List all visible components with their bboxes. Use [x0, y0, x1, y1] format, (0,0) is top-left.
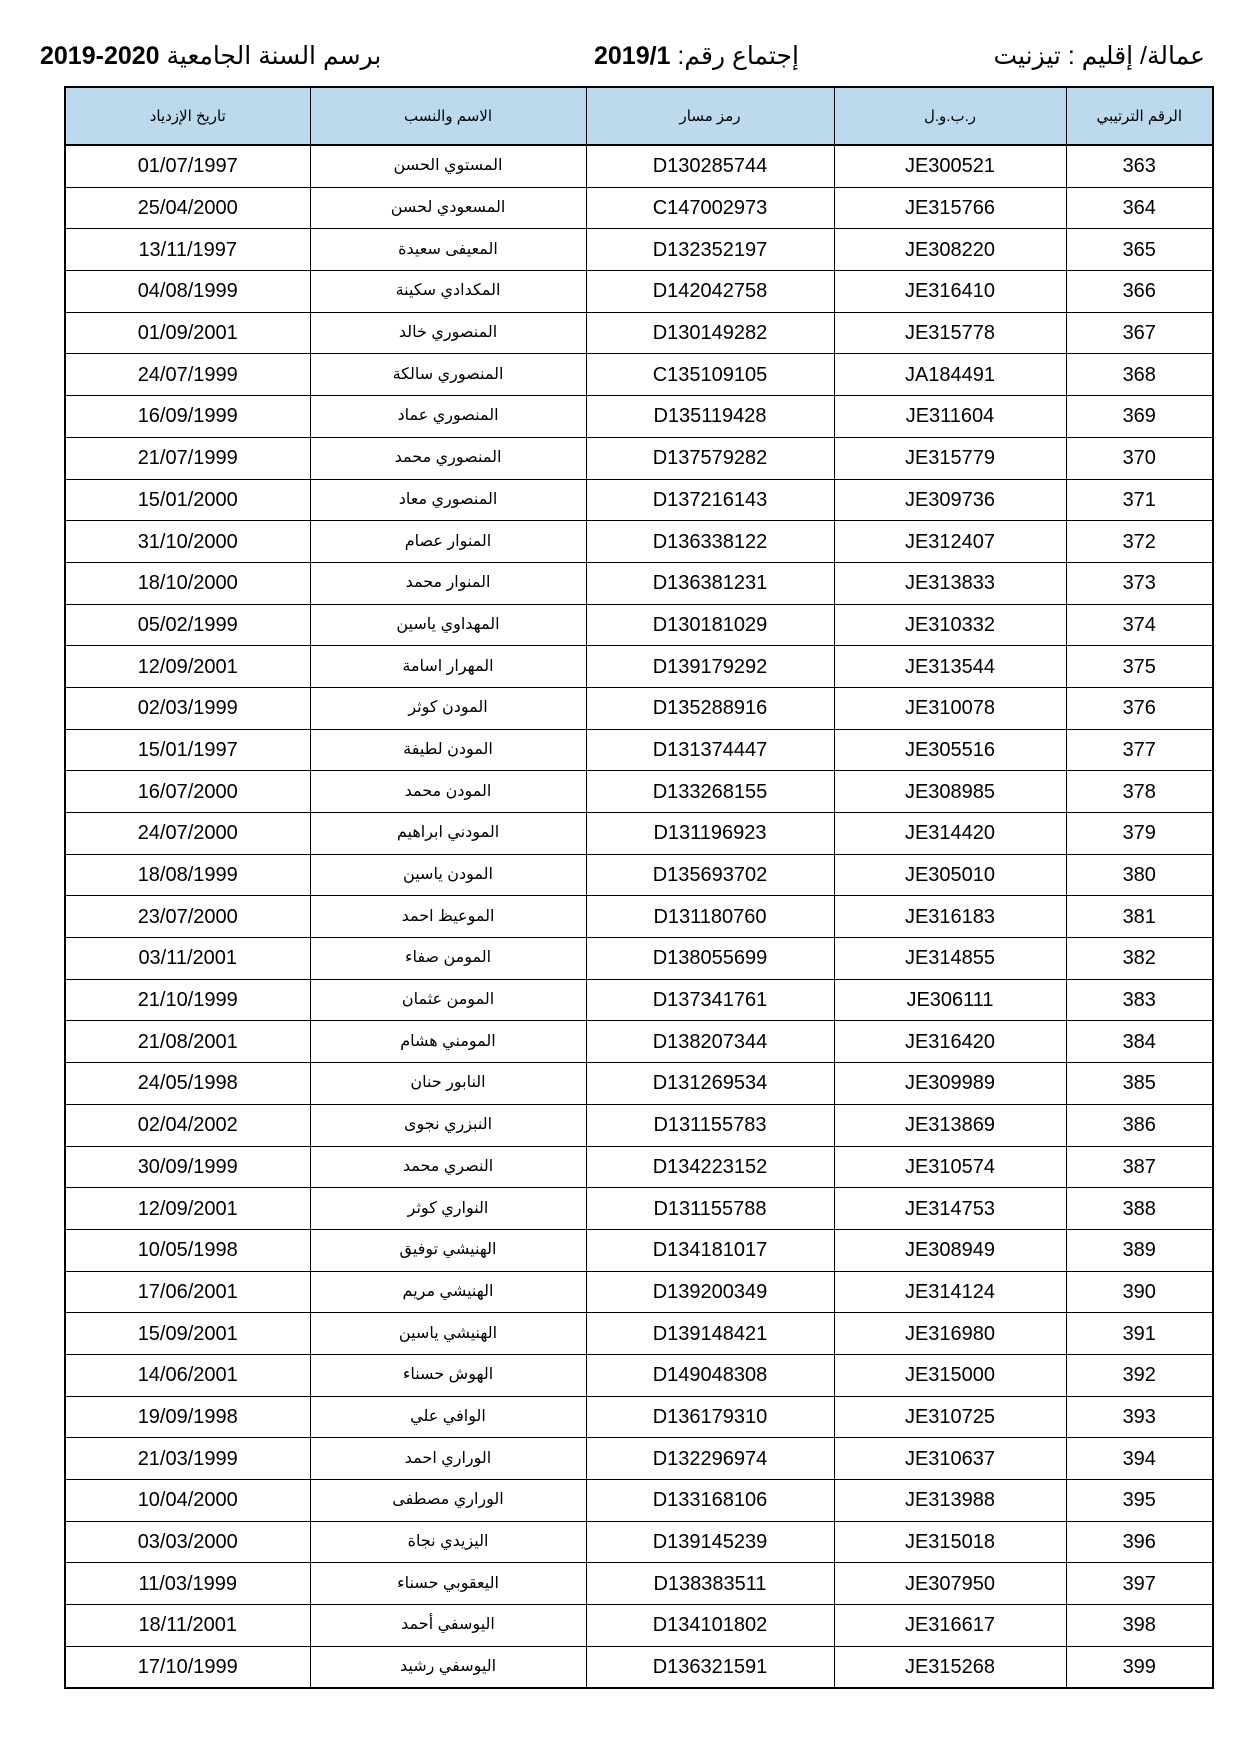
column-header-seq-number: الرقم الترتيبي [1066, 87, 1213, 145]
table-row [65, 271, 1213, 313]
cell-massar-code: D137341761 [586, 979, 834, 1021]
cell-birth-date: 19/09/1998 [65, 1396, 310, 1438]
cell-rbol: JE316410 [834, 271, 1066, 313]
table-row [65, 1021, 1213, 1063]
cell-full-name: الموعيظ احمد [310, 896, 586, 938]
cell-full-name: المنصوري محمد [310, 437, 586, 479]
cell-full-name: المومني هشام [310, 1021, 586, 1063]
cell-rbol: JE316980 [834, 1313, 1066, 1355]
cell-massar-code: D134223152 [586, 1146, 834, 1188]
cell-birth-date: 01/07/1997 [65, 145, 310, 187]
cell-birth-date: 01/09/2001 [65, 312, 310, 354]
cell-seq-number: 384 [1066, 1021, 1213, 1063]
cell-seq-number: 365 [1066, 229, 1213, 271]
cell-rbol: JE316183 [834, 896, 1066, 938]
cell-massar-code: D130149282 [586, 312, 834, 354]
cell-full-name: النابور حنان [310, 1063, 586, 1105]
cell-massar-code: D139200349 [586, 1271, 834, 1313]
cell-massar-code: D138055699 [586, 938, 834, 980]
cell-massar-code: D136179310 [586, 1396, 834, 1438]
cell-massar-code: D134101802 [586, 1605, 834, 1647]
cell-full-name: الهنيشي مريم [310, 1271, 586, 1313]
cell-rbol: JE310574 [834, 1146, 1066, 1188]
cell-full-name: المودن كوثر [310, 687, 586, 729]
cell-rbol: JE312407 [834, 521, 1066, 563]
cell-rbol: JE313833 [834, 562, 1066, 604]
cell-rbol: JA184491 [834, 354, 1066, 396]
cell-seq-number: 394 [1066, 1438, 1213, 1480]
cell-massar-code: D139179292 [586, 646, 834, 688]
table-row [65, 1271, 1213, 1313]
cell-full-name: المودن ياسين [310, 854, 586, 896]
cell-massar-code: D142042758 [586, 271, 834, 313]
cell-massar-code: D130285744 [586, 145, 834, 187]
table-row [65, 1188, 1213, 1230]
cell-full-name: اليعقوبي حسناء [310, 1563, 586, 1605]
table-row [65, 1313, 1213, 1355]
cell-birth-date: 18/11/2001 [65, 1605, 310, 1647]
cell-birth-date: 05/02/1999 [65, 604, 310, 646]
cell-rbol: JE314420 [834, 813, 1066, 855]
cell-rbol: JE308220 [834, 229, 1066, 271]
cell-full-name: الوراري احمد [310, 1438, 586, 1480]
cell-rbol: JE308985 [834, 771, 1066, 813]
cell-full-name: المهداوي ياسين [310, 604, 586, 646]
cell-massar-code: D131180760 [586, 896, 834, 938]
cell-full-name: المنصوري معاد [310, 479, 586, 521]
cell-seq-number: 373 [1066, 562, 1213, 604]
cell-massar-code: D139148421 [586, 1313, 834, 1355]
cell-seq-number: 367 [1066, 312, 1213, 354]
table-row [65, 854, 1213, 896]
cell-seq-number: 390 [1066, 1271, 1213, 1313]
cell-seq-number: 371 [1066, 479, 1213, 521]
table-row [65, 1521, 1213, 1563]
cell-rbol: JE316617 [834, 1605, 1066, 1647]
table-row [65, 562, 1213, 604]
cell-massar-code: C135109105 [586, 354, 834, 396]
cell-massar-code: D136381231 [586, 562, 834, 604]
cell-seq-number: 379 [1066, 813, 1213, 855]
cell-massar-code: D135119428 [586, 396, 834, 438]
cell-seq-number: 374 [1066, 604, 1213, 646]
cell-birth-date: 24/07/2000 [65, 813, 310, 855]
cell-full-name: الوافي علي [310, 1396, 586, 1438]
table-row [65, 187, 1213, 229]
table-row [65, 687, 1213, 729]
cell-birth-date: 10/04/2000 [65, 1480, 310, 1522]
cell-birth-date: 15/09/2001 [65, 1313, 310, 1355]
cell-rbol: JE308949 [834, 1229, 1066, 1271]
cell-massar-code: C147002973 [586, 187, 834, 229]
cell-birth-date: 17/06/2001 [65, 1271, 310, 1313]
table-row [65, 354, 1213, 396]
cell-massar-code: D136338122 [586, 521, 834, 563]
column-header-massar-code: رمز مسار [586, 87, 834, 145]
cell-birth-date: 11/03/1999 [65, 1563, 310, 1605]
cell-seq-number: 383 [1066, 979, 1213, 1021]
cell-birth-date: 12/09/2001 [65, 646, 310, 688]
cell-full-name: المنصوري سالكة [310, 354, 586, 396]
table-row [65, 1646, 1213, 1688]
cell-seq-number: 372 [1066, 521, 1213, 563]
cell-massar-code: D132352197 [586, 229, 834, 271]
cell-full-name: اليزيدي نجاة [310, 1521, 586, 1563]
cell-full-name: المودني ابراهيم [310, 813, 586, 855]
table-row [65, 771, 1213, 813]
table-row [65, 979, 1213, 1021]
cell-rbol: JE310725 [834, 1396, 1066, 1438]
cell-birth-date: 02/04/2002 [65, 1104, 310, 1146]
table-row [65, 938, 1213, 980]
cell-full-name: المومن صفاء [310, 938, 586, 980]
cell-seq-number: 377 [1066, 729, 1213, 771]
cell-massar-code: D131196923 [586, 813, 834, 855]
cell-rbol: JE310332 [834, 604, 1066, 646]
cell-massar-code: D135288916 [586, 687, 834, 729]
cell-birth-date: 16/07/2000 [65, 771, 310, 813]
cell-full-name: المهرار اسامة [310, 646, 586, 688]
cell-rbol: JE315268 [834, 1646, 1066, 1688]
cell-rbol: JE314855 [834, 938, 1066, 980]
cell-full-name: المومن عثمان [310, 979, 586, 1021]
cell-full-name: الهنيشي ياسين [310, 1313, 586, 1355]
cell-birth-date: 02/03/1999 [65, 687, 310, 729]
academic-year-info [40, 36, 381, 76]
cell-massar-code: D138207344 [586, 1021, 834, 1063]
cell-seq-number: 375 [1066, 646, 1213, 688]
cell-birth-date: 21/08/2001 [65, 1021, 310, 1063]
cell-rbol: JE305516 [834, 729, 1066, 771]
prefecture-label: عمالة/ إقليم : تيزنيت [993, 42, 1205, 70]
cell-rbol: JE313869 [834, 1104, 1066, 1146]
cell-rbol: JE311604 [834, 396, 1066, 438]
cell-seq-number: 368 [1066, 354, 1213, 396]
cell-rbol: JE310078 [834, 687, 1066, 729]
table-row [65, 604, 1213, 646]
cell-seq-number: 399 [1066, 1646, 1213, 1688]
table-row [65, 479, 1213, 521]
cell-rbol: JE315779 [834, 437, 1066, 479]
cell-seq-number: 369 [1066, 396, 1213, 438]
cell-birth-date: 24/05/1998 [65, 1063, 310, 1105]
column-header-birth-date: تاريخ الإزدياد [65, 87, 310, 145]
cell-massar-code: D137216143 [586, 479, 834, 521]
cell-seq-number: 389 [1066, 1229, 1213, 1271]
cell-seq-number: 388 [1066, 1188, 1213, 1230]
cell-full-name: النواري كوثر [310, 1188, 586, 1230]
cell-seq-number: 366 [1066, 271, 1213, 313]
table-row [65, 1480, 1213, 1522]
cell-birth-date: 23/07/2000 [65, 896, 310, 938]
cell-rbol: JE309736 [834, 479, 1066, 521]
table-row [65, 1146, 1213, 1188]
cell-massar-code: D149048308 [586, 1354, 834, 1396]
cell-rbol: JE310637 [834, 1438, 1066, 1480]
cell-seq-number: 398 [1066, 1605, 1213, 1647]
table-row [65, 437, 1213, 479]
column-header-rbol: ر.ب.و.ل [834, 87, 1066, 145]
table-row [65, 1063, 1213, 1105]
cell-full-name: الهوش حسناء [310, 1354, 586, 1396]
cell-full-name: النبزري نجوى [310, 1104, 586, 1146]
cell-massar-code: D139145239 [586, 1521, 834, 1563]
cell-rbol: JE315766 [834, 187, 1066, 229]
cell-rbol: JE309989 [834, 1063, 1066, 1105]
column-header-full-name: الاسم والنسب [310, 87, 586, 145]
cell-full-name: المنوار محمد [310, 562, 586, 604]
cell-birth-date: 12/09/2001 [65, 1188, 310, 1230]
table-row [65, 896, 1213, 938]
cell-massar-code: D131155783 [586, 1104, 834, 1146]
cell-birth-date: 04/08/1999 [65, 271, 310, 313]
cell-birth-date: 15/01/1997 [65, 729, 310, 771]
cell-seq-number: 370 [1066, 437, 1213, 479]
cell-massar-code: D131269534 [586, 1063, 834, 1105]
cell-seq-number: 381 [1066, 896, 1213, 938]
cell-birth-date: 18/08/1999 [65, 854, 310, 896]
cell-rbol: JE314124 [834, 1271, 1066, 1313]
cell-full-name: المكدادي سكينة [310, 271, 586, 313]
cell-birth-date: 30/09/1999 [65, 1146, 310, 1188]
cell-massar-code: D130181029 [586, 604, 834, 646]
cell-birth-date: 14/06/2001 [65, 1354, 310, 1396]
table-row [65, 1396, 1213, 1438]
cell-rbol: JE316420 [834, 1021, 1066, 1063]
cell-seq-number: 395 [1066, 1480, 1213, 1522]
cell-birth-date: 21/07/1999 [65, 437, 310, 479]
cell-seq-number: 378 [1066, 771, 1213, 813]
cell-seq-number: 363 [1066, 145, 1213, 187]
cell-seq-number: 376 [1066, 687, 1213, 729]
table-row [65, 1104, 1213, 1146]
cell-massar-code: D132296974 [586, 1438, 834, 1480]
cell-rbol: JE300521 [834, 145, 1066, 187]
cell-rbol: JE306111 [834, 979, 1066, 1021]
cell-full-name: اليوسفي أحمد [310, 1605, 586, 1647]
meeting-label: إجتماع رقم: [677, 42, 799, 70]
cell-seq-number: 391 [1066, 1313, 1213, 1355]
cell-birth-date: 16/09/1999 [65, 396, 310, 438]
academic-year-label: برسم السنة الجامعية [166, 42, 382, 70]
cell-seq-number: 396 [1066, 1521, 1213, 1563]
cell-birth-date: 03/03/2000 [65, 1521, 310, 1563]
student-roster-table [64, 86, 1214, 1689]
academic-year: 2020-2019 [40, 42, 160, 70]
table-row [65, 1563, 1213, 1605]
document-header [40, 36, 1205, 80]
meeting-info [594, 36, 799, 76]
cell-full-name: المستوي الحسن [310, 145, 586, 187]
table-row [65, 312, 1213, 354]
cell-birth-date: 24/07/1999 [65, 354, 310, 396]
cell-birth-date: 21/10/1999 [65, 979, 310, 1021]
cell-massar-code: D131374447 [586, 729, 834, 771]
cell-seq-number: 397 [1066, 1563, 1213, 1605]
cell-seq-number: 382 [1066, 938, 1213, 980]
table-row [65, 396, 1213, 438]
cell-rbol: JE313988 [834, 1480, 1066, 1522]
cell-seq-number: 392 [1066, 1354, 1213, 1396]
cell-seq-number: 385 [1066, 1063, 1213, 1105]
table-row [65, 145, 1213, 187]
table-row [65, 646, 1213, 688]
cell-rbol: JE307950 [834, 1563, 1066, 1605]
cell-massar-code: D133268155 [586, 771, 834, 813]
cell-full-name: المنوار عصام [310, 521, 586, 563]
cell-seq-number: 393 [1066, 1396, 1213, 1438]
table-body [65, 145, 1213, 1688]
cell-rbol: JE315778 [834, 312, 1066, 354]
cell-full-name: المنصوري عماد [310, 396, 586, 438]
table-row [65, 813, 1213, 855]
cell-rbol: JE305010 [834, 854, 1066, 896]
cell-massar-code: D131155788 [586, 1188, 834, 1230]
table-row [65, 229, 1213, 271]
cell-birth-date: 18/10/2000 [65, 562, 310, 604]
cell-massar-code: D136321591 [586, 1646, 834, 1688]
cell-rbol: JE315018 [834, 1521, 1066, 1563]
cell-birth-date: 15/01/2000 [65, 479, 310, 521]
cell-massar-code: D138383511 [586, 1563, 834, 1605]
table-row [65, 1438, 1213, 1480]
meeting-number: 2019/1 [594, 42, 671, 70]
table-row [65, 729, 1213, 771]
cell-seq-number: 387 [1066, 1146, 1213, 1188]
cell-massar-code: D137579282 [586, 437, 834, 479]
cell-full-name: المودن محمد [310, 771, 586, 813]
cell-full-name: المودن لطيفة [310, 729, 586, 771]
cell-full-name: الهنيشي توفيق [310, 1229, 586, 1271]
cell-birth-date: 21/03/1999 [65, 1438, 310, 1480]
cell-rbol: JE315000 [834, 1354, 1066, 1396]
cell-seq-number: 380 [1066, 854, 1213, 896]
cell-full-name: الوراري مصطفى [310, 1480, 586, 1522]
cell-full-name: اليوسفي رشيد [310, 1646, 586, 1688]
cell-full-name: النصري محمد [310, 1146, 586, 1188]
cell-massar-code: D135693702 [586, 854, 834, 896]
table-row [65, 1354, 1213, 1396]
table-row [65, 521, 1213, 563]
cell-birth-date: 31/10/2000 [65, 521, 310, 563]
table-header [65, 87, 1213, 145]
cell-massar-code: D134181017 [586, 1229, 834, 1271]
cell-full-name: المعيفى سعيدة [310, 229, 586, 271]
cell-birth-date: 03/11/2001 [65, 938, 310, 980]
cell-birth-date: 13/11/1997 [65, 229, 310, 271]
cell-massar-code: D133168106 [586, 1480, 834, 1522]
cell-birth-date: 17/10/1999 [65, 1646, 310, 1688]
cell-birth-date: 10/05/1998 [65, 1229, 310, 1271]
table-row [65, 1229, 1213, 1271]
cell-full-name: المسعودي لحسن [310, 187, 586, 229]
cell-birth-date: 25/04/2000 [65, 187, 310, 229]
cell-seq-number: 386 [1066, 1104, 1213, 1146]
table-row [65, 1605, 1213, 1647]
cell-rbol: JE314753 [834, 1188, 1066, 1230]
cell-seq-number: 364 [1066, 187, 1213, 229]
cell-rbol: JE313544 [834, 646, 1066, 688]
cell-full-name: المنصوري خالد [310, 312, 586, 354]
